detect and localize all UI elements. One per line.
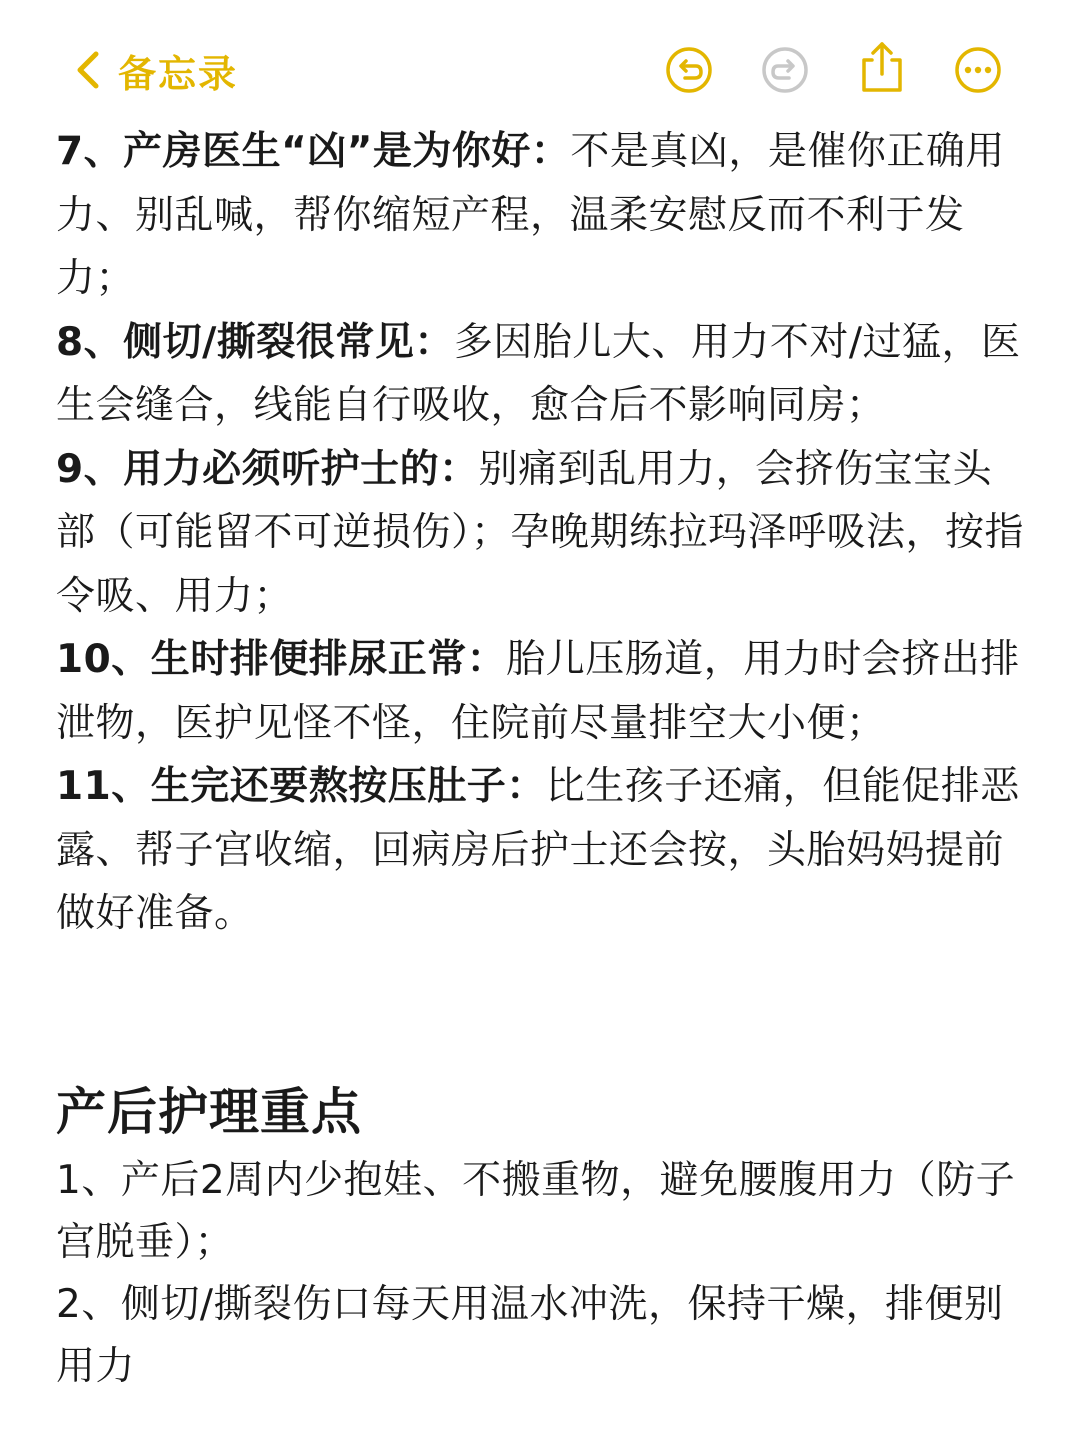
note-item-title: 10、生时排便排尿正常： bbox=[56, 637, 507, 682]
note-item-text: 胎儿压肠道，用力时会挤出排泄物，医护见怪不怪，住院前尽量排空大小便； bbox=[56, 637, 1020, 746]
note-item-11 bbox=[56, 755, 1031, 946]
back-label: 备忘录 bbox=[118, 51, 239, 96]
section-heading: 产后护理重点 bbox=[56, 1083, 362, 1141]
note-item-7 bbox=[56, 120, 1031, 311]
note-item-title: 7、产房医生“凶”是为你好： bbox=[56, 129, 571, 174]
back-button[interactable] bbox=[74, 42, 238, 98]
note-item-text: 不是真凶，是催你正确用力、别乱喊，帮你缩短产程，温柔安慰反而不利于发力； bbox=[56, 129, 1005, 301]
nav-bar bbox=[0, 0, 1080, 130]
chevron-left-icon bbox=[74, 50, 100, 90]
note-item-text: 比生孩子还痛，但能促排恶露、帮子宫收缩，回病房后护士还会按，头胎妈妈提前做好准备。 bbox=[56, 764, 1020, 936]
section-item: 1、产后2周内少抱娃、不搬重物，避免腰腹用力（防子宫脱垂）； bbox=[56, 1158, 1016, 1265]
note-item-text: 别痛到乱用力，会挤伤宝宝头部（可能留不可逆损伤）；孕晚期练拉玛泽呼吸法，按指令吸、用力； bbox=[56, 446, 1025, 619]
section-list[interactable] bbox=[56, 1150, 1031, 1398]
note-item-8 bbox=[56, 311, 1031, 438]
note-item-text: 多因胎儿大、用力不对/过猛，医生会缝合，线能自行吸收，愈合后不影响同房； bbox=[56, 319, 1021, 428]
note-body[interactable] bbox=[56, 120, 1031, 946]
note-item-title: 9、用力必须听护士的： bbox=[56, 446, 479, 492]
undo-icon[interactable] bbox=[665, 46, 713, 94]
note-item-10 bbox=[56, 628, 1031, 755]
redo-icon[interactable] bbox=[761, 46, 809, 94]
note-item-9 bbox=[56, 438, 1031, 629]
note-item-title: 8、侧切/撕裂很常见： bbox=[56, 319, 454, 365]
note-item-title: 11、生完还要熬按压肚子： bbox=[56, 764, 546, 809]
share-icon[interactable] bbox=[858, 40, 906, 94]
section-item: 2、侧切/撕裂伤口每天用温水冲洗，保持干燥，排便别用力 bbox=[56, 1282, 1004, 1389]
more-icon[interactable] bbox=[954, 46, 1002, 94]
